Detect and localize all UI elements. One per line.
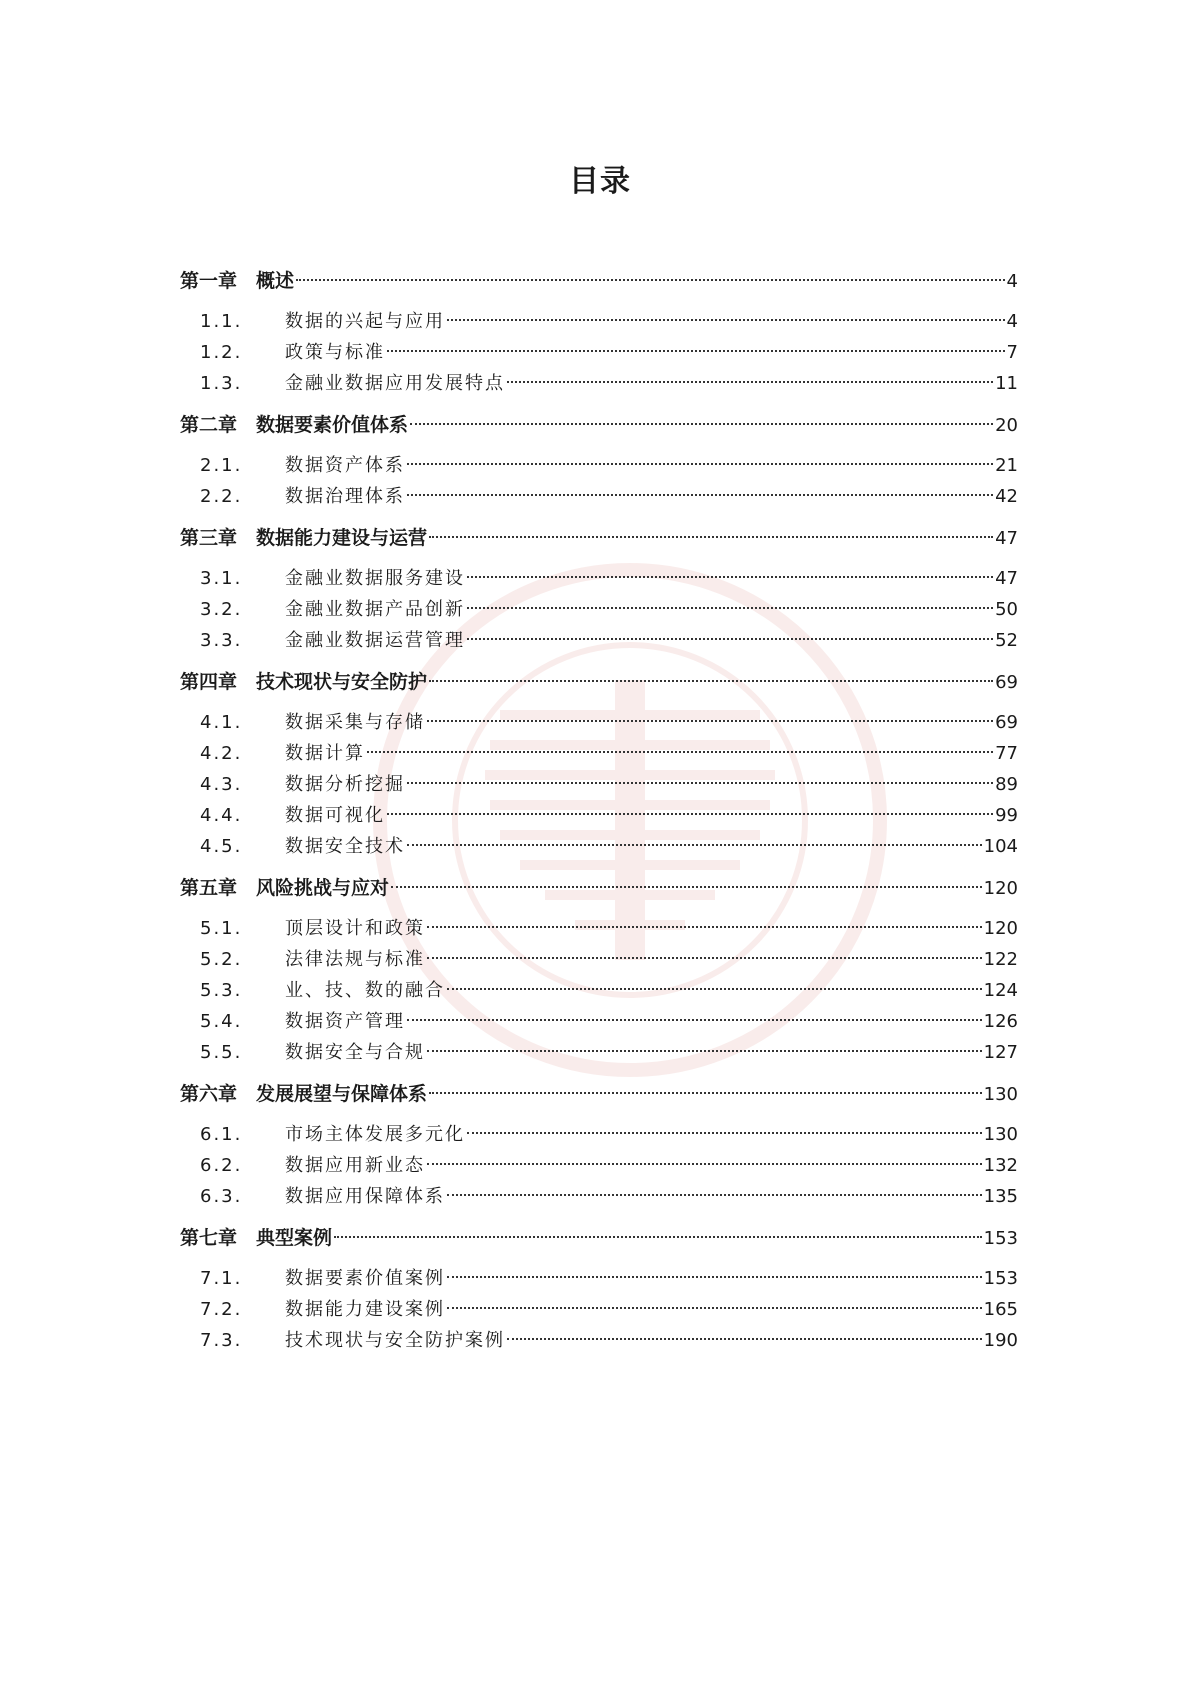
toc-entry-title: 数据可视化 [285,805,385,826]
toc-entry-number: 7.3. [200,1330,243,1351]
toc-dot-leader [467,1131,982,1134]
toc-page-number: 153 [983,1268,1018,1289]
toc-entry-number: 5.3. [200,980,243,1001]
toc-entry-number: 6.1. [200,1124,243,1145]
toc-dot-leader [427,956,982,959]
toc-entry-title: 数据采集与存储 [285,712,425,733]
toc-entry-number: 7.2. [200,1299,243,1320]
toc-chapter-entry[interactable] [180,873,1018,906]
toc-page-number: 4 [1006,311,1018,332]
toc-dot-leader [410,422,993,425]
toc-section-entry[interactable] [180,738,1018,769]
toc-section-entry[interactable] [180,481,1018,512]
toc-section-entry[interactable] [180,337,1018,368]
toc-entry-title: 顶层设计和政策 [285,918,425,939]
page-title: 目录 [569,164,631,199]
toc-entry-number: 3.3. [200,630,243,651]
toc-page-number: 153 [983,1228,1018,1249]
toc-entry-number: 3.1. [200,568,243,589]
toc-entry-title: 政策与标准 [285,342,385,363]
toc-entry-number: 1.3. [200,373,243,394]
toc-page-number: 124 [983,980,1018,1001]
toc-chapter-entry[interactable] [180,1079,1018,1112]
toc-section-entry[interactable] [180,1006,1018,1037]
toc-entry-title: 发展展望与保障体系 [256,1083,428,1105]
toc-entry-number: 4.3. [200,774,243,795]
toc-section-entry[interactable] [180,1325,1018,1356]
toc-entry-number: 7.1. [200,1268,243,1289]
toc-entry-title: 金融业数据服务建设 [285,568,465,589]
toc-dot-leader [427,719,993,722]
toc-entry-title: 数据安全技术 [285,836,405,857]
toc-entry-number: 第七章 [180,1227,238,1249]
toc-entry-title: 典型案例 [256,1227,333,1249]
toc-page-number: 69 [995,672,1018,693]
toc-entry-title: 技术现状与安全防护案例 [285,1330,505,1351]
toc-entry-title: 数据应用新业态 [285,1155,425,1176]
toc-chapter-entry[interactable] [180,667,1018,700]
toc-section-entry[interactable] [180,800,1018,831]
toc-dot-leader [407,462,993,465]
toc-page-number: 104 [983,836,1018,857]
toc-entry-title: 数据应用保障体系 [285,1186,445,1207]
toc-chapter-entry[interactable] [180,1223,1018,1256]
toc-page-number: 132 [983,1155,1018,1176]
toc-dot-leader [427,1049,982,1052]
toc-section-entry[interactable] [180,707,1018,738]
toc-page-number: 190 [983,1330,1018,1351]
toc-entry-title: 数据分析挖掘 [285,774,405,795]
toc-entry-title: 数据计算 [285,743,365,764]
toc-page-number: 165 [983,1299,1018,1320]
toc-entry-number: 第一章 [180,270,238,292]
toc-dot-leader [447,318,1005,321]
toc-dot-leader [407,493,993,496]
toc-entry-title: 数据要素价值体系 [256,414,409,436]
toc-page-number: 130 [983,1084,1018,1105]
toc-entry-number: 第五章 [180,877,238,899]
toc-entry-title: 法律法规与标准 [285,949,425,970]
toc-section-entry[interactable] [180,450,1018,481]
toc-entry-title: 数据能力建设案例 [285,1299,445,1320]
toc-dot-leader [507,380,993,383]
toc-section-entry[interactable] [180,1150,1018,1181]
toc-section-entry[interactable] [180,625,1018,656]
toc-entry-title: 金融业数据产品创新 [285,599,465,620]
toc-entry-title: 风险挑战与应对 [256,877,390,899]
toc-dot-leader [467,575,993,578]
toc-dot-leader [407,781,993,784]
toc-dot-leader [447,1306,982,1309]
toc-page-number: 52 [995,630,1018,651]
toc-section-entry[interactable] [180,368,1018,399]
toc-page-number: 120 [983,878,1018,899]
toc-entry-title: 金融业数据运营管理 [285,630,465,651]
toc-entry-number: 4.1. [200,712,243,733]
toc-dot-leader [407,843,982,846]
toc-dot-leader [447,1193,982,1196]
toc-page-number: 126 [983,1011,1018,1032]
toc-section-entry[interactable] [180,1181,1018,1212]
toc-dot-leader [391,885,982,888]
toc-dot-leader [429,535,993,538]
toc-page-number: 20 [995,415,1018,436]
toc-section-entry[interactable] [180,306,1018,337]
toc-entry-number: 2.2. [200,486,243,507]
toc-page-number: 42 [995,486,1018,507]
toc-page-number: 47 [995,528,1018,549]
toc-entry-number: 5.5. [200,1042,243,1063]
toc-entry-title: 数据安全与合规 [285,1042,425,1063]
toc-entry-title: 数据资产体系 [285,455,405,476]
toc-entry-number: 1.1. [200,311,243,332]
toc-page-number: 99 [995,805,1018,826]
toc-dot-leader [447,1275,982,1278]
toc-entry-number: 5.4. [200,1011,243,1032]
toc-page-number: 130 [983,1124,1018,1145]
toc-section-entry[interactable] [180,944,1018,975]
toc-section-entry[interactable] [180,563,1018,594]
toc-page-number: 50 [995,599,1018,620]
toc-dot-leader [407,1018,982,1021]
toc-entry-title: 市场主体发展多元化 [285,1124,465,1145]
toc-entry-number: 第二章 [180,414,238,436]
toc-chapter-entry[interactable] [180,523,1018,556]
toc-page-number: 21 [995,455,1018,476]
toc-entry-title: 数据治理体系 [285,486,405,507]
toc-dot-leader [427,925,982,928]
toc-section-entry[interactable] [180,1294,1018,1325]
toc-section-entry[interactable] [180,975,1018,1006]
toc-entry-number: 5.1. [200,918,243,939]
toc-dot-leader [429,679,993,682]
toc-dot-leader [296,278,1005,281]
toc-entry-number: 4.5. [200,836,243,857]
toc-page-number: 122 [983,949,1018,970]
toc-section-entry[interactable] [180,1119,1018,1150]
toc-entry-number: 6.2. [200,1155,243,1176]
toc-dot-leader [467,606,993,609]
toc-dot-leader [367,750,993,753]
toc-entry-title: 数据要素价值案例 [285,1268,445,1289]
toc-chapter-entry[interactable] [180,266,1018,299]
toc-dot-leader [447,987,982,990]
toc-dot-leader [334,1235,982,1238]
toc-page-number: 89 [995,774,1018,795]
table-of-contents [180,266,1018,1356]
toc-entry-number: 4.2. [200,743,243,764]
toc-entry-number: 3.2. [200,599,243,620]
toc-dot-leader [387,812,993,815]
toc-entry-title: 数据能力建设与运营 [256,527,428,549]
toc-page-number: 77 [995,743,1018,764]
toc-entry-number: 6.3. [200,1186,243,1207]
toc-dot-leader [429,1091,982,1094]
toc-page-number: 11 [995,373,1018,394]
toc-dot-leader [467,637,993,640]
toc-entry-title: 概述 [256,270,295,292]
toc-entry-title: 数据的兴起与应用 [285,311,445,332]
toc-entry-number: 第四章 [180,671,238,693]
toc-dot-leader [427,1162,982,1165]
toc-chapter-entry[interactable] [180,410,1018,443]
toc-entry-title: 金融业数据应用发展特点 [285,373,505,394]
toc-dot-leader [507,1337,982,1340]
toc-page-number: 7 [1006,342,1018,363]
toc-entry-number: 1.2. [200,342,243,363]
toc-entry-title: 业、技、数的融合 [285,980,445,1001]
toc-entry-number: 第三章 [180,527,238,549]
toc-entry-title: 数据资产管理 [285,1011,405,1032]
toc-entry-title: 技术现状与安全防护 [256,671,428,693]
toc-page-number: 120 [983,918,1018,939]
toc-section-entry[interactable] [180,769,1018,800]
toc-dot-leader [387,349,1005,352]
toc-entry-number: 5.2. [200,949,243,970]
toc-entry-number: 第六章 [180,1083,238,1105]
toc-page-number: 4 [1006,271,1018,292]
toc-section-entry[interactable] [180,913,1018,944]
toc-page-number: 127 [983,1042,1018,1063]
toc-entry-number: 2.1. [200,455,243,476]
toc-section-entry[interactable] [180,1037,1018,1068]
toc-section-entry[interactable] [180,831,1018,862]
toc-entry-number: 4.4. [200,805,243,826]
toc-page-number: 47 [995,568,1018,589]
toc-section-entry[interactable] [180,1263,1018,1294]
toc-page-number: 135 [983,1186,1018,1207]
toc-page-number: 69 [995,712,1018,733]
toc-section-entry[interactable] [180,594,1018,625]
